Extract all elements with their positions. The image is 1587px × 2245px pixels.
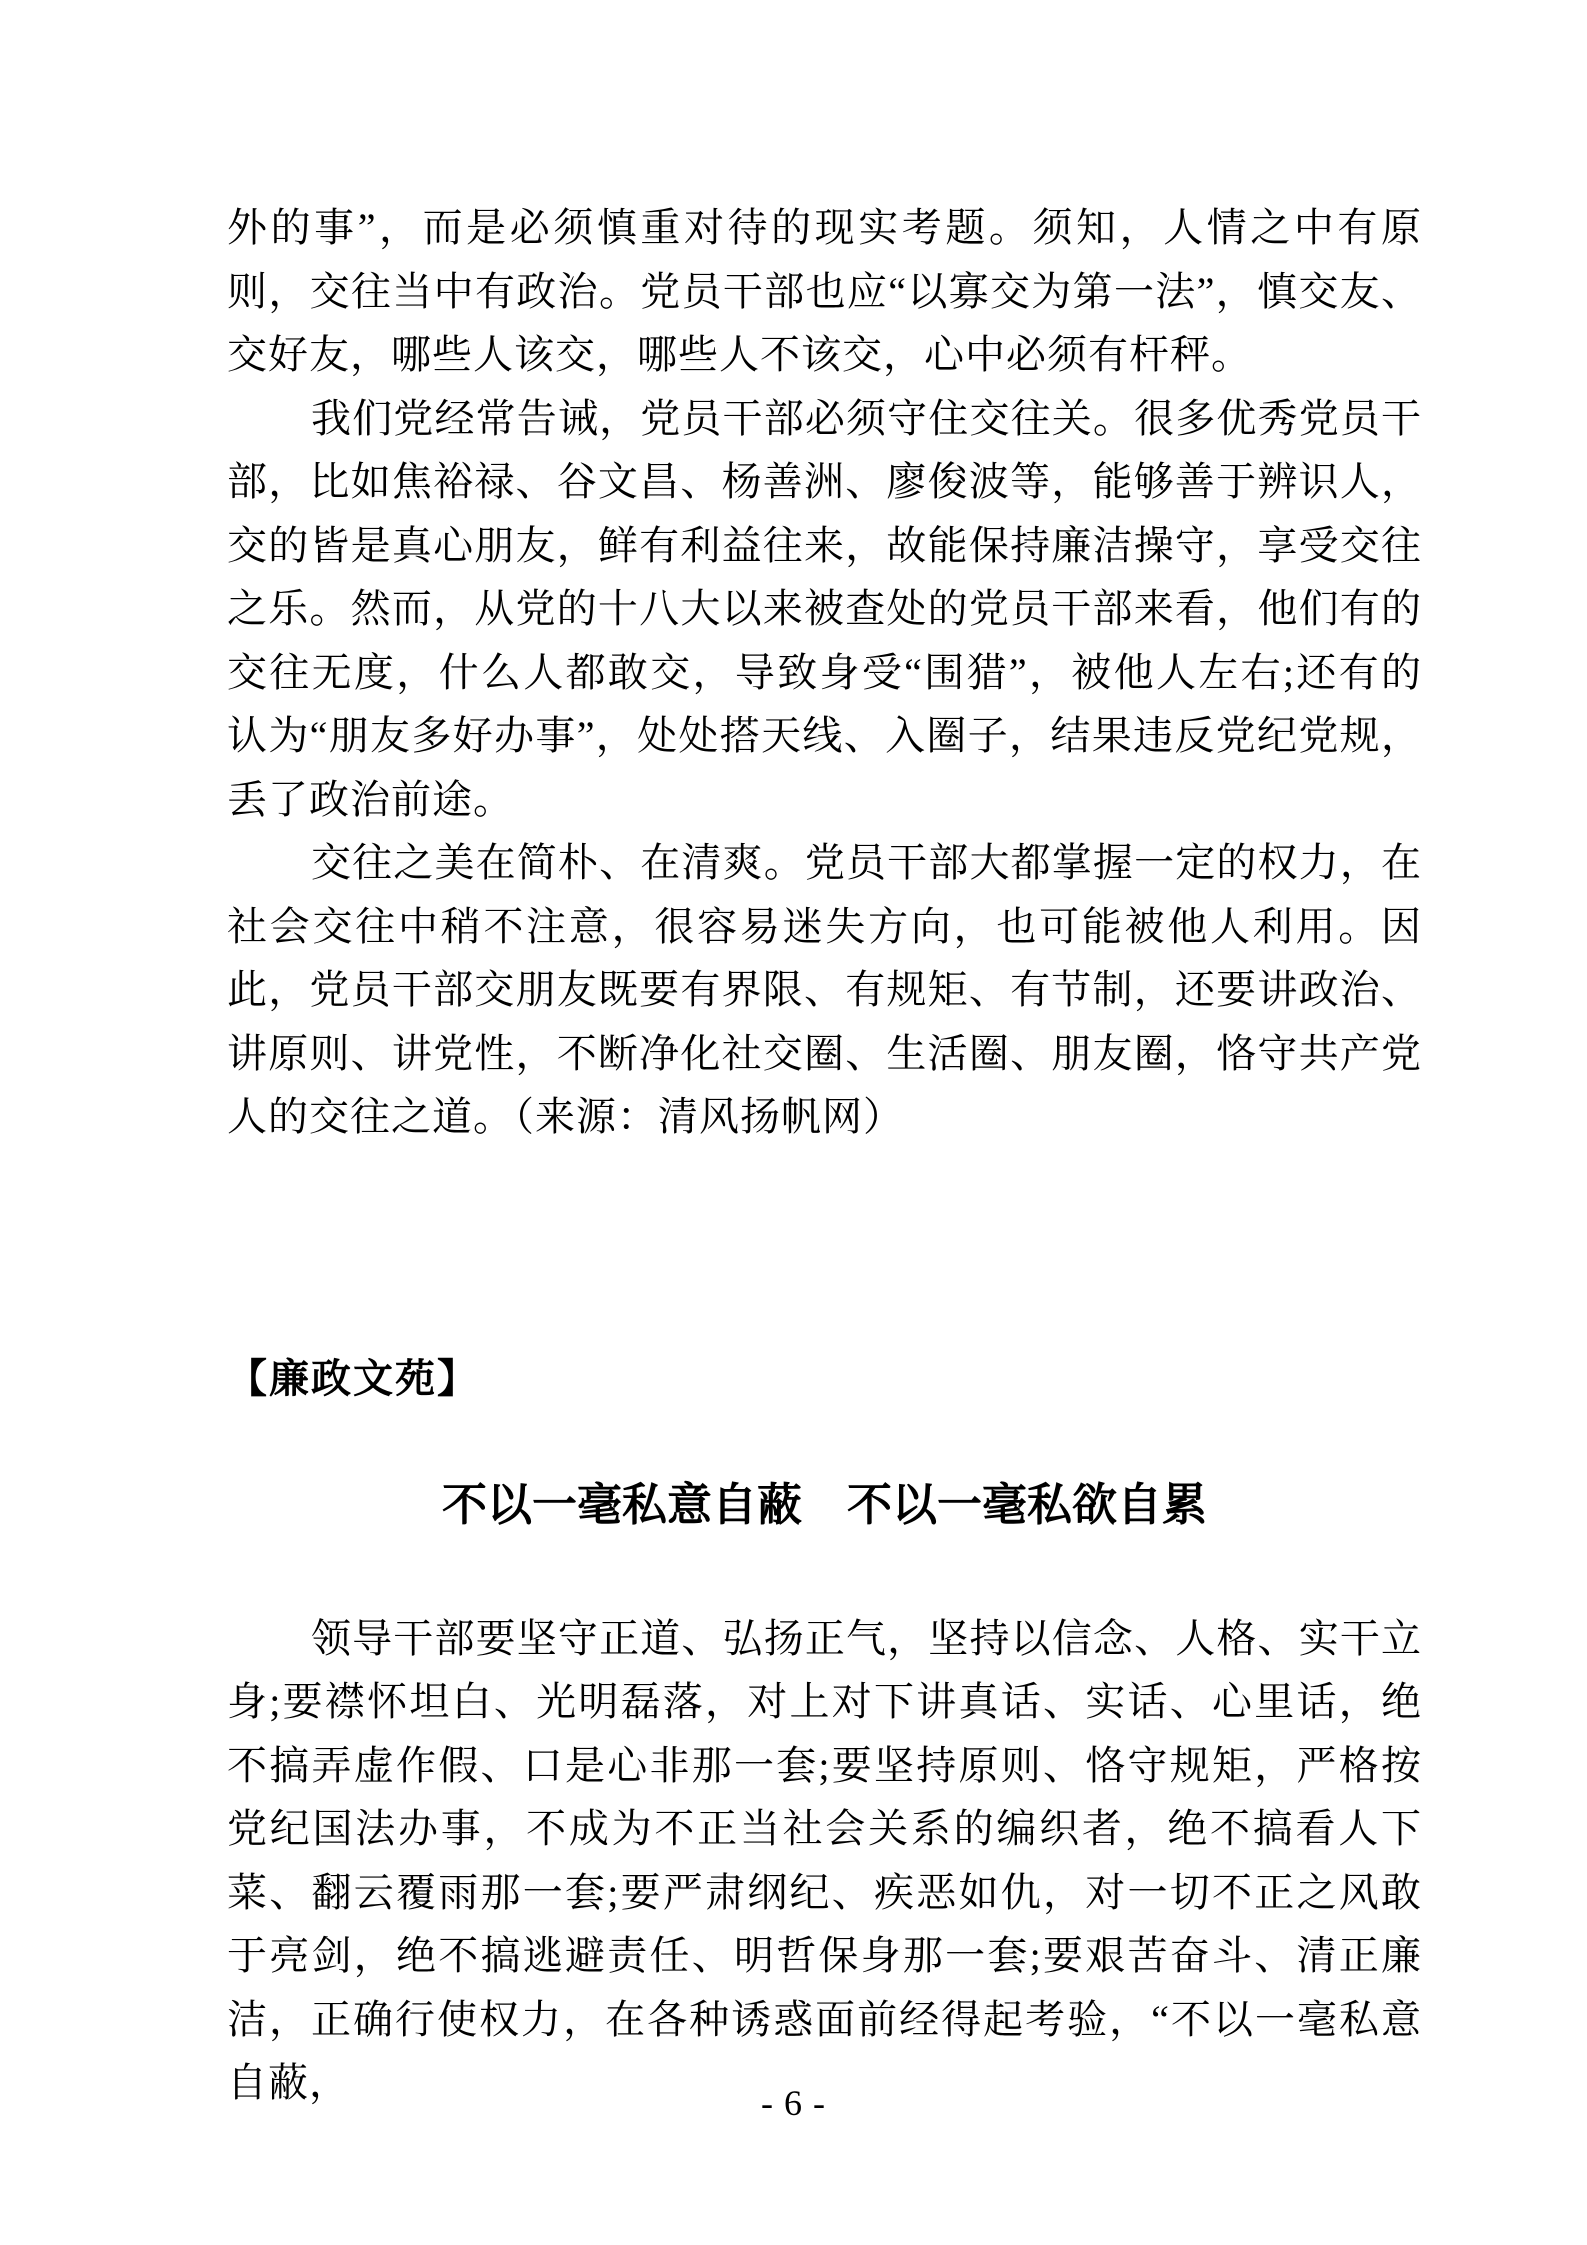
article-title: 不以一毫私意自蔽 不以一毫私欲自累 [441,1480,1207,1530]
page-number: - 6 - [761,2083,826,2123]
section-marker-lianzheng-wenyuan: 【廉政文苑】 [227,1355,479,1401]
paragraph-interaction-beauty: 交往之美在简朴、在清爽。党员干部大都掌握一定的权力，在社会交往中稍不注意，很容易迷失方向，也可能被他人利用。因此，党员干部交朋友既要有界限、有规矩、有节制，还要讲政治、讲原则、讲党性，不断净化社交圈、生活圈、朋友圈，恪守共产党人的交往之道。（来源：清风扬帆网） [227,840,1422,1139]
document-body [227,0,1422,2115]
paragraph-continuation: 外的事”，而是必须慎重对待的现实考题。须知，人情之中有原则，交往当中有政治。党员干部也应“以寡交为第一法”，慎交友、交好友，哪些人该交，哪些人不该交，心中必须有杆秤。 [227,205,1422,377]
paragraph-party-warning: 我们党经常告诫，党员干部必须守住交往关。很多优秀党员干部，比如焦裕禄、谷文昌、杨善洲、廖俊波等，能够善于辨识人，交的皆是真心朋友，鲜有利益往来，故能保持廉洁操守，享受交往之乐。然而，从党的十八大以来被查处的党员干部来看，他们有的交往无度，什么人都敢交，导致身受“围猎”，被他人左右;还有的认为“朋友多好办事”，处处搭天线、入圈子，结果违反党纪党规，丢了政治前途。 [227,395,1422,822]
paragraph-leading-cadres: 领导干部要坚守正道、弘扬正气，坚持以信念、人格、实干立身;要襟怀坦白、光明磊落，对上对下讲真话、实话、心里话，绝不搞弄虚作假、口是心非那一套;要坚持原则、恪守规矩，严格按党纪国法办事，不成为不正当社会关系的编织者，绝不搞看人下菜、翻云覆雨那一套;要严肃纲纪、疾恶如仇，对一切不正之风敢于亮剑，绝不搞逃避责任、明哲保身那一套;要艰苦奋斗、清正廉洁，正确行使权力，在各种诱惑面前经得起考验，“不以一毫私意自蔽， [227,1615,1422,2105]
